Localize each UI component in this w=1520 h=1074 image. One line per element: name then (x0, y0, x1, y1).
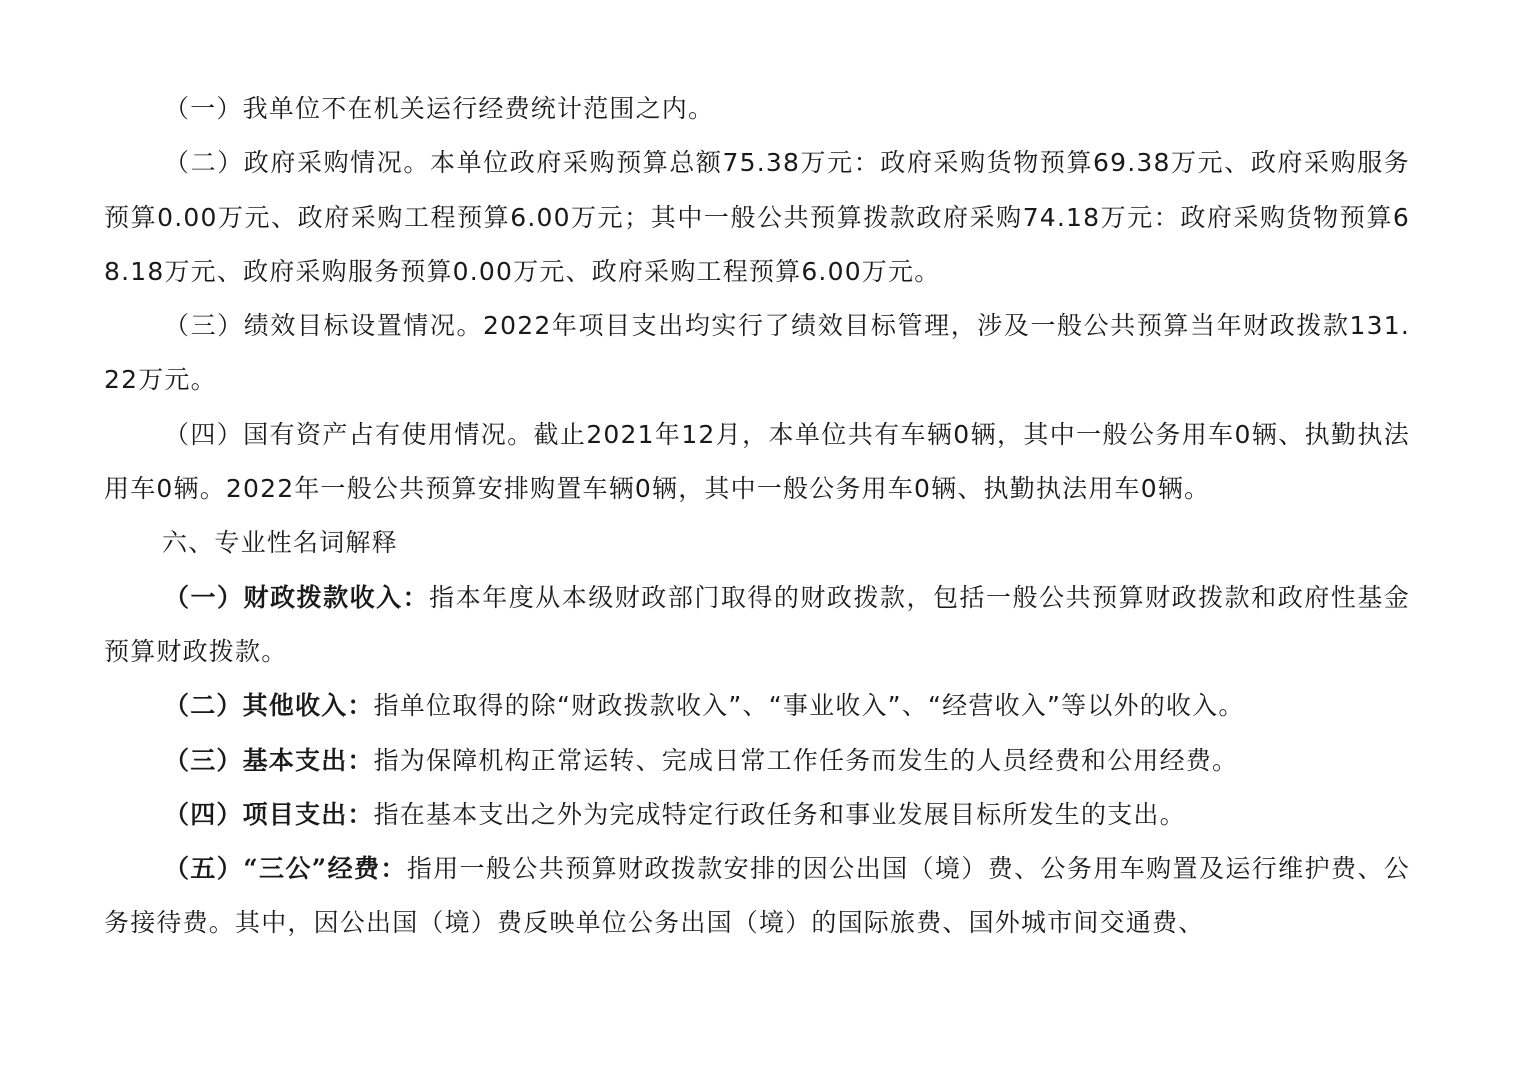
paragraph-government-procurement: （二）政府采购情况。本单位政府采购预算总额75.38万元：政府采购货物预算69.38万元、政府采购服务预算0.00万元、政府采购工程预算6.00万元；其中一般公共预算拨款政府采购74.18万元：政府采购货物预算68.18万元、政府采购服务预算0.00万元、政府采购工程预算6.00万元。 (104, 148, 1410, 286)
document-page (104, 82, 1410, 951)
paragraph-state-assets: （四）国有资产占有使用情况。截止2021年12月，本单位共有车辆0辆，其中一般公务用车0辆、执勤执法用车0辆。2022年一般公共预算安排购置车辆0辆，其中一般公务用车0辆、执勤执法用车0辆。 (104, 419, 1410, 504)
definition-term: （五）“三公”经费： (164, 854, 407, 884)
definition-text: 指在基本支出之外为完成特定行政任务和事业发展目标所发生的支出。 (373, 799, 1186, 829)
definition-term: （四）项目支出： (164, 799, 374, 829)
definition-project-expenditure (104, 788, 1410, 842)
definition-term: （一）财政拨款收入： (164, 582, 430, 612)
paragraph-performance-targets: （三）绩效目标设置情况。2022年项目支出均实行了绩效目标管理，涉及一般公共预算当年财政拨款131.22万元。 (104, 311, 1410, 395)
definition-text: 指用一般公共预算财政拨款安排的因公出国（境）费、公务用车购置及运行维护费、公务接待费。其中，因公出国（境）费反映单位公务出国（境）的国际旅费、国外城市间交通费、 (104, 854, 1410, 938)
paragraph-operating-expenses: （一）我单位不在机关运行经费统计范围之内。 (164, 94, 715, 123)
definition-three-public-expenses (104, 842, 1410, 951)
definition-term: （二）其他收入： (164, 691, 374, 721)
definition-text: 指本年度从本级财政部门取得的财政拨款，包括一般公共预算财政拨款和政府性基金预算财政拨款。 (104, 582, 1410, 666)
definition-other-income (104, 679, 1410, 733)
definition-term: （三）基本支出： (164, 745, 374, 775)
definition-basic-expenditure (104, 734, 1410, 788)
definition-text: 指单位取得的除“财政拨款收入”、“事业收入”、“经营收入”等以外的收入。 (373, 691, 1245, 721)
section-heading: 六、专业性名词解释 (162, 528, 398, 558)
definition-text: 指为保障机构正常运转、完成日常工作任务而发生的人员经费和公用经费。 (373, 745, 1239, 775)
definition-fiscal-appropriation (104, 571, 1410, 680)
